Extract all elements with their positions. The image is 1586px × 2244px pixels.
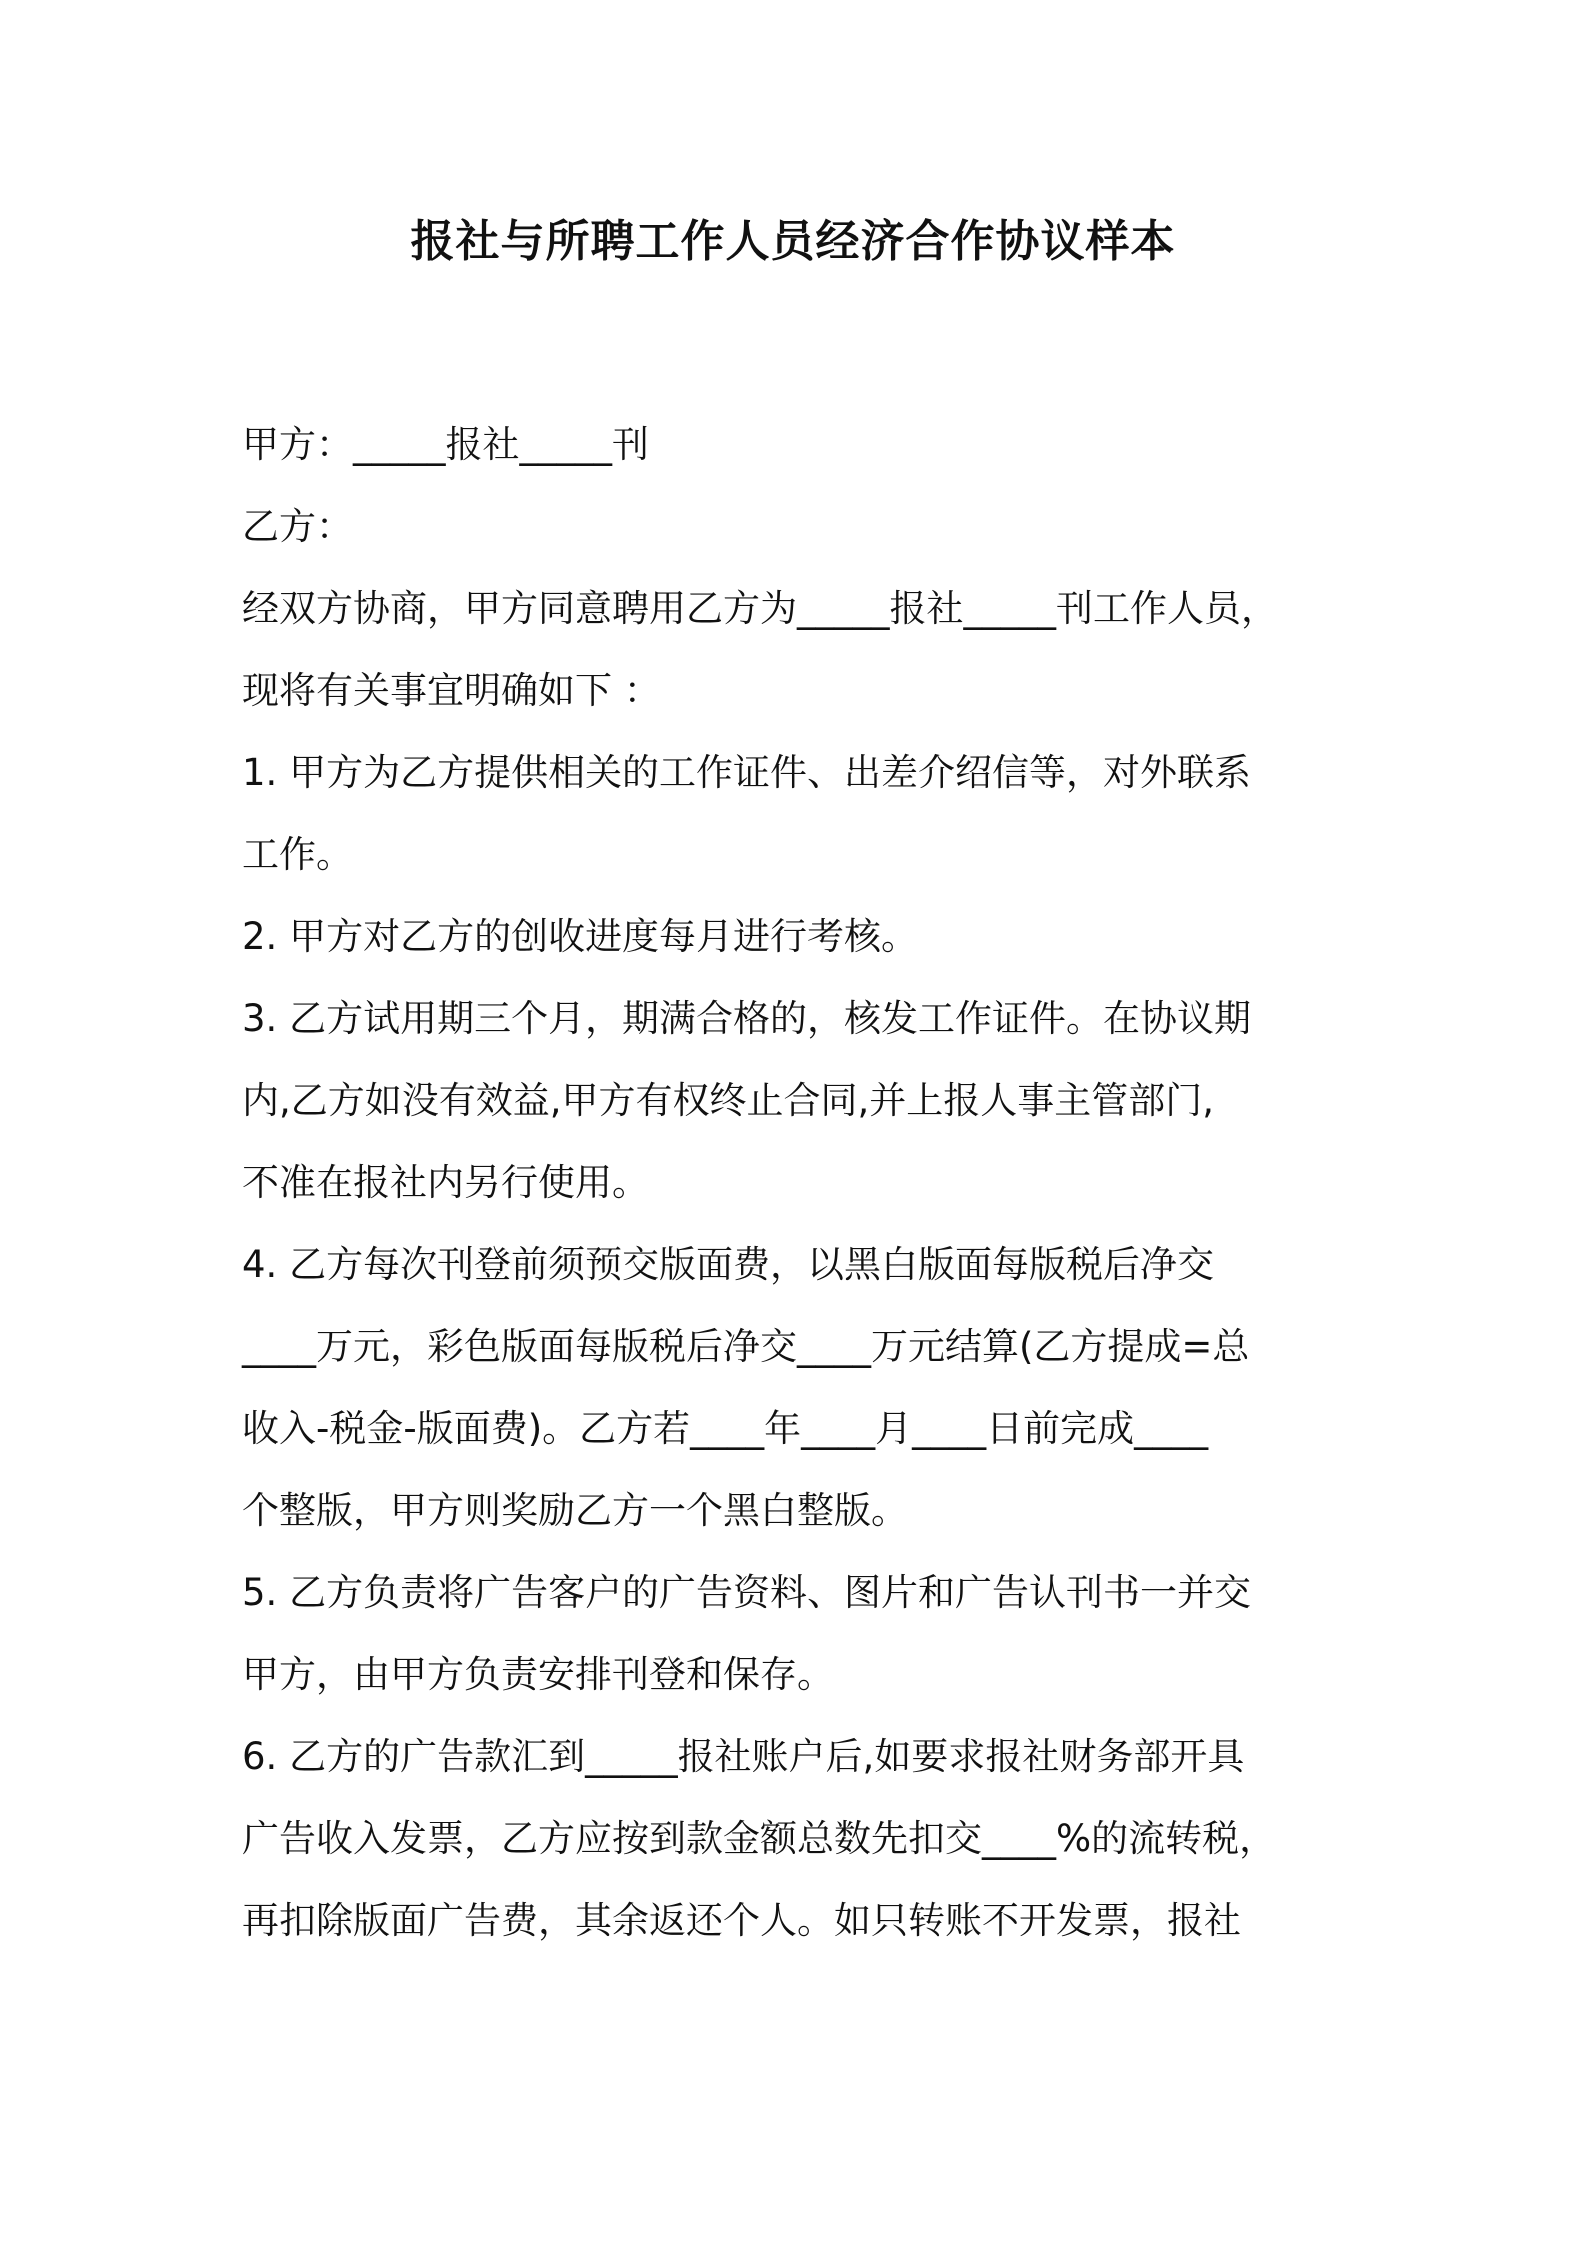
clause-6-line: 6. 乙方的广告款汇到_____报社账户后,如要求报社财务部开具 bbox=[242, 1735, 1245, 1778]
clause-3-line: 3. 乙方试用期三个月，期满合格的，核发工作证件。在协议期 bbox=[242, 997, 1252, 1040]
clause-1-line: 工作。 bbox=[242, 833, 353, 876]
clause-4-line: 4. 乙方每次刊登前须预交版面费，以黑白版面每版税后净交 bbox=[242, 1243, 1215, 1286]
party-a-line: 甲方：_____报社_____刊 bbox=[242, 423, 649, 466]
clause-4-line: ____万元，彩色版面每版税后净交____万元结算(乙方提成=总 bbox=[242, 1325, 1250, 1368]
clause-4-line: 收入-税金-版面费)。乙方若____年____月____日前完成____ bbox=[242, 1407, 1209, 1450]
clause-6-line: 广告收入发票，乙方应按到款金额总数先扣交____%的流转税， bbox=[242, 1817, 1277, 1860]
clause-3-line: 不准在报社内另行使用。 bbox=[242, 1161, 649, 1204]
document-title: 报社与所聘工作人员经济合作协议样本 bbox=[410, 216, 1176, 267]
party-b-line: 乙方： bbox=[242, 505, 353, 548]
clause-2-line: 2. 甲方对乙方的创收进度每月进行考核。 bbox=[242, 915, 919, 958]
intro-line: 经双方协商，甲方同意聘用乙方为_____报社_____刊工作人员， bbox=[242, 587, 1278, 630]
clause-4-line: 个整版，甲方则奖励乙方一个黑白整版。 bbox=[242, 1489, 908, 1532]
clause-3-line: 内,乙方如没有效益,甲方有权终止合同,并上报人事主管部门, bbox=[242, 1079, 1215, 1122]
intro-line: 现将有关事宜明确如下 ： bbox=[242, 669, 661, 712]
clause-1-line: 1. 甲方为乙方提供相关的工作证件、出差介绍信等，对外联系 bbox=[242, 751, 1252, 794]
clause-5-line: 5. 乙方负责将广告客户的广告资料、图片和广告认刊书一并交 bbox=[242, 1571, 1252, 1614]
clause-6-line: 再扣除版面广告费，其余返还个人。如只转账不开发票，报社 bbox=[242, 1899, 1241, 1942]
document-body bbox=[242, 404, 1362, 1962]
clause-5-line: 甲方，由甲方负责安排刊登和保存。 bbox=[242, 1653, 834, 1696]
